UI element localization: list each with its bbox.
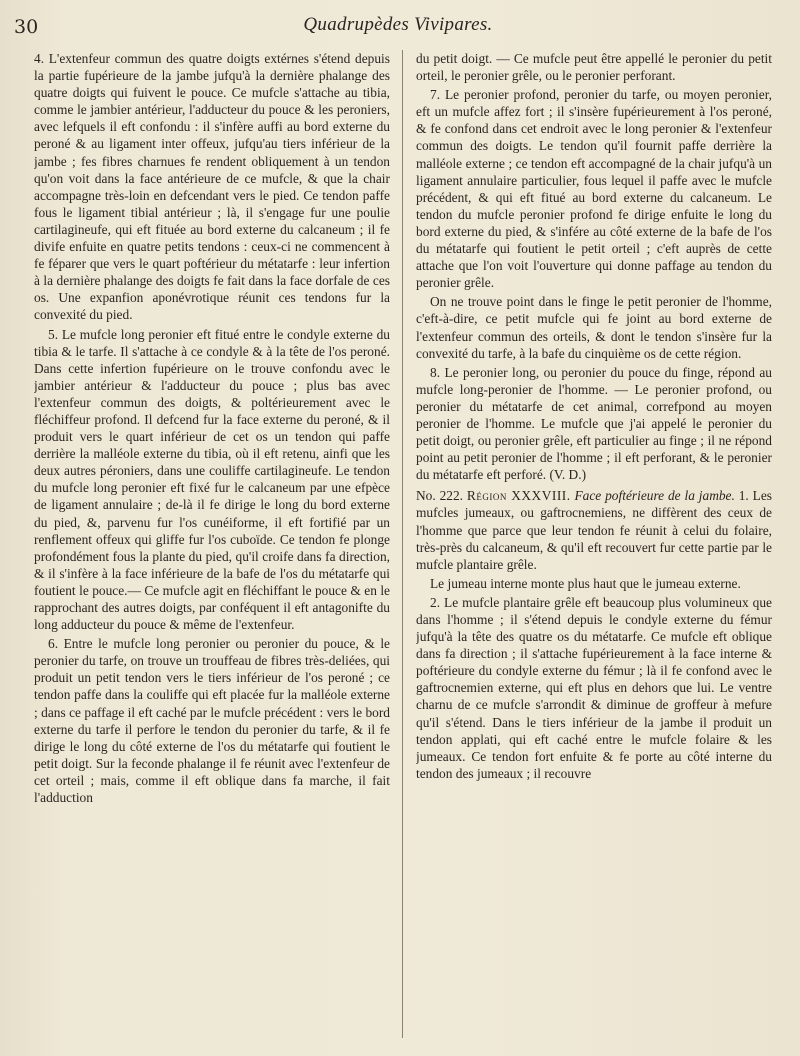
section-heading xyxy=(416,487,772,572)
paragraph-plantaire: 2. Le mufcle plantaire grêle eft beaucoup plus volumineux que dans l'homme ; il s'étend depuis le condyle externe du fémur jufqu'à la tête des quatre os du métatarfe. Ce mufcle eft oblique dans fa direction ; il s'attache fupérieurement à la face interne & poftérieure du condyle externe du fémur ; là il fe confond avec le gaftrocnemien externe, qui eft plus en dehors que lui. Le ventre charnu de ce mufcle s'arrondit & diminue de groffeur à mefure qu'il s'étend. Dans le tiers inférieur de la jambe il produit un tendon applati, qui eft caché entre le mufcle folaire & les jumeaux. Ce tendon fort enfuite & fe porte au côté interne du tendon des jumeaux ; il recouvre xyxy=(416,594,772,781)
running-head xyxy=(14,12,782,42)
left-column xyxy=(34,50,390,1052)
right-column xyxy=(416,50,772,1052)
paragraph-jumeau: Le jumeau interne monte plus haut que le jumeau externe. xyxy=(430,575,741,591)
paragraph-8: 8. Le peronier long, ou peronier du pouce du finge, répond au mufcle long-peronier de l'homme. — Le peronier profond, ou peronier du métatarfe de cet animal, correfpond au moyen peronier de l'homme. Le mufcle que j'ai appelé le peronier du petit doigt, ou peronier grêle, eft particulier au finge ; il ne répond point au petit peronier de l'homme ; il eft perforant, & le peronier du métatarfe eft perforé. (V. D.) xyxy=(416,364,772,483)
paragraph-6-continued: du petit doigt. — Ce mufcle peut être appellé le peronier du petit orteil, le peronier grêle, ou le peronier perforant. xyxy=(416,51,772,84)
paragraph-7: 7. Le peronier profond, peronier du tarfe, ou moyen peronier, eft un mufcle affez fort ; il s'insère fupérieurement à l'os peroné, & fe confond dans cet endroit avec le long peronier & l'extenfeur commun des doigts. Le tendon qu'il fournit paffe derrière la malléole externe ; ce tendon eft accompagné de la chair jufqu'à un ligament annulaire particulier, fous lequel il paffe avec le mufcle précédent, & qui eft fitué au bord externe du calcaneum. Le tendon du mufcle peronier profond fe dirige enfuite le long du bord externe du pied, & s'infére au côté externe de la bafe de l'os du métatarfe qui foutient le petit orteil ; c'eft auprès de cette attache que l'on voit l'ouverture qui donne paffage au tendon du peronier grêle. xyxy=(416,87,772,291)
column-divider xyxy=(402,50,403,1038)
section-title: Région XXXVIII. xyxy=(466,488,571,504)
page-number: 30 xyxy=(14,16,39,38)
paragraph-5: 5. Le mufcle long peronier eft fitué entre le condyle externe du tibia & le tarfe. Il s'attache à ce condyle & à la tête de l'os peroné. Dans cette infertion fupérieure on le trouve confondu avec le jambier antérieur & l'adducteur du pouce ; plus bas avec l'extenfeur commun des doigts, & poltérieurement avec le fléchiffeur profond. Il defcend fur la face externe du peroné, & il produit vers le quart inférieur de cet os un tendon qui paffe derrière la malléole externe du tibia, où il eft retenu, ainfi que les deux autres péroniers, dans une couliffe cartilagineufe. Le tendon du mufcle long peronier eft fixé fur le calcaneum par une efpèce de ligament annulaire ; de-là il fe dirige le long du bord externe du pied, &, parvenu fur l'os cunéiforme, il eft fortifié par un renflement offeux qui gliffe fur l'os cuboïde. Ce tendon fe plonge profondément fous la plante du pied, qu'il croife dans fa direction, & il s'infère à la face inférieure de la bafe de l'os du métatarfe qui foutient le pouce.— Ce mufcle agit en fléchiffant le pouce & en le rapprochant des autres doigts, par conféquent il eft antagonifte du long adducteur du pouce & même de l'extenfeur. xyxy=(34,326,390,633)
running-title: Quadrupèdes Vivipares. xyxy=(303,14,493,35)
paragraph-4: 4. L'extenfeur commun des quatre doigts extérnes s'étend depuis la partie fupérieure de la jambe jufqu'à la dernière phalange des quatre doigts qui fuivent le pouce. Ce mufcle s'attache au tibia, comme le jambier antérieur, l'adducteur du pouce & les peroniers, avec lefquels il eft confondu : il s'infère auffi au bord externe du peroné & au ligament inter offeux, jufqu'au tiers inférieur de la jambe ; fes fibres charnues fe rendent obliquement à un tendon qu'on voit dans la face antérieure de ce mufcle, & que la chair accompagne très-loin en defcendant vers le pied. Ce tendon paffe fous le ligament tibial antérieur ; là, il s'engage fur une poulie cartilagineufe, qui eft fituée au bord externe du calcaneum ; il fe divife enfuite en quatre petits tendons : ceux-ci ne commencent à fe féparer que vers le quart poftérieur du métatarfe : leur infertion à la dernière phalange des doigts fe fait dans la face dorfale de ces os. Une expanfion aponévrotique réunit ces tendons fur la convexité du pied. xyxy=(34,51,390,323)
paragraph-6: 6. Entre le mufcle long peronier ou peronier du pouce, & le peronier du tarfe, on trouve un trouffeau de fibres très-deliées, qui produit un petit tendon vers le tiers inférieur de l'os peroné ; ce tendon paffe dans la couliffe qui eft placée fur la malléole externe ; dans ce paffage il eft caché par le mufcle précédent : vers le bord externe du tarfe il perfore le tendon du peronier du tarfe, & il fe dirige le long du côté externe de l'os du métatarfe qui foutient le petit doigt. Sur la feconde phalange il fe réunit avec l'extenfeur de cet orteil ; mais, comme il eft oblique dans fa marche, il fait l'adduction xyxy=(34,636,390,806)
section-text: 1. Les mufcles jumeaux, ou gaftrocnemiens, ne diffèrent des ceux de l'homme que parce que leur tendon fe réunit à celui du folaire, très-près du calcaneum, & qu'il eft recouvert fur cette partie par le mufcle plantaire grêle. xyxy=(416,488,772,572)
section-number: No. 222. xyxy=(416,488,464,504)
paragraph-7b: On ne trouve point dans le finge le petit peronier de l'homme, c'eft-à-dire, ce petit mufcle qui fe joint au bord externe de l'extenfeur commun des orteils, & dont le tendon s'insère fur la convexité du tarfe, à la bafe du cinquième os de cette région. xyxy=(416,294,772,361)
section-subtitle: Face poftérieure de la jambe. xyxy=(574,488,735,504)
